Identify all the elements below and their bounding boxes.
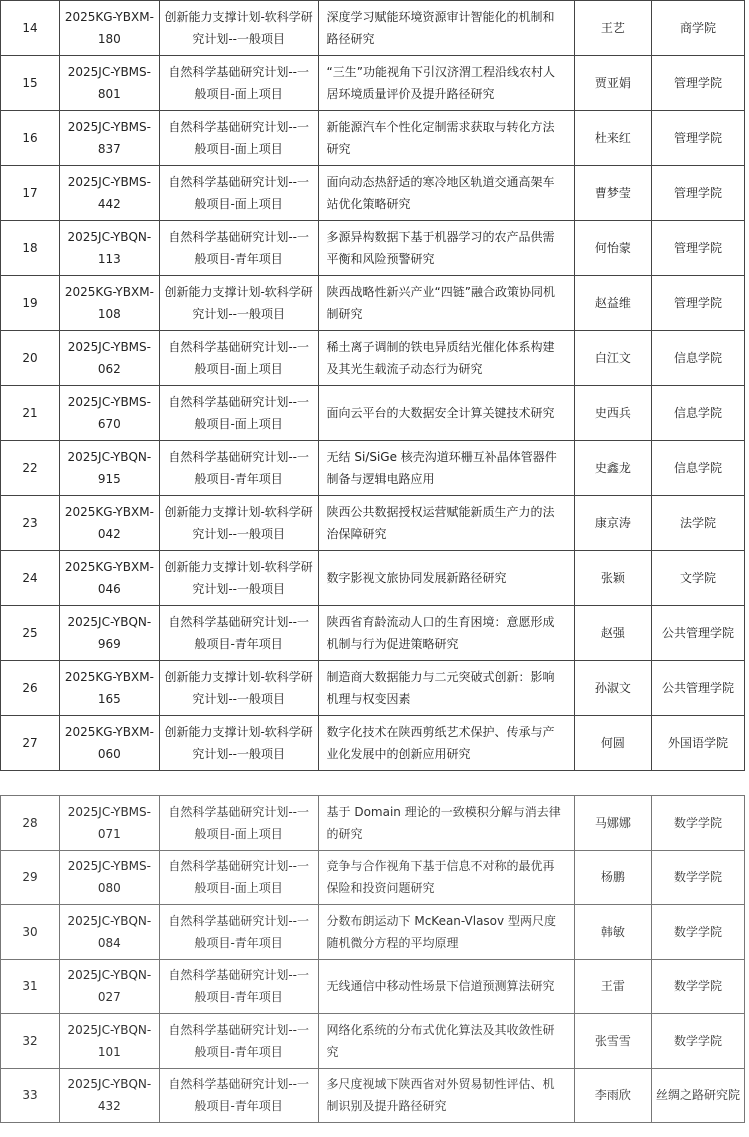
department-cell: 信息学院 — [651, 331, 744, 386]
table-row — [1, 1, 745, 56]
table-row — [1, 850, 745, 905]
department-cell: 外国语学院 — [651, 716, 744, 771]
project-title-cell: 稀土离子调制的铁电异质结光催化体系构建及其光生载流子动态行为研究 — [318, 331, 574, 386]
table-row — [1, 386, 745, 441]
leader-name-cell: 曹梦莹 — [574, 166, 651, 221]
department-cell: 数学学院 — [651, 796, 744, 851]
row-number-cell: 17 — [1, 166, 60, 221]
table-row — [1, 166, 745, 221]
row-number-cell: 23 — [1, 496, 60, 551]
leader-name-cell: 何怡蒙 — [574, 221, 651, 276]
row-number-cell: 26 — [1, 661, 60, 716]
plan-category-cell: 自然科学基础研究计划--一般项目-青年项目 — [159, 441, 318, 496]
table-row — [1, 716, 745, 771]
table-row — [1, 221, 745, 276]
leader-name-cell: 韩敏 — [574, 905, 651, 960]
plan-category-cell: 自然科学基础研究计划--一般项目-青年项目 — [159, 905, 318, 960]
department-cell: 信息学院 — [651, 386, 744, 441]
project-title-cell: 无结 Si/SiGe 核壳沟道环栅互补晶体管器件制备与逻辑电路应用 — [318, 441, 574, 496]
department-cell: 管理学院 — [651, 111, 744, 166]
project-code-cell: 2025KG-YBXM-060 — [59, 716, 159, 771]
row-number-cell: 22 — [1, 441, 60, 496]
row-number-cell: 18 — [1, 221, 60, 276]
project-title-cell: 无线通信中移动性场景下信道预测算法研究 — [318, 959, 574, 1014]
project-code-cell: 2025JC-YBMS-801 — [59, 56, 159, 111]
plan-category-cell: 自然科学基础研究计划--一般项目-青年项目 — [159, 1014, 318, 1069]
project-title-cell: 竞争与合作视角下基于信息不对称的最优再保险和投资问题研究 — [318, 850, 574, 905]
table-body — [1, 796, 745, 1123]
leader-name-cell: 孙淑文 — [574, 661, 651, 716]
table-row — [1, 111, 745, 166]
project-code-cell: 2025JC-YBQN-101 — [59, 1014, 159, 1069]
leader-name-cell: 杨鹏 — [574, 850, 651, 905]
project-code-cell: 2025KG-YBXM-108 — [59, 276, 159, 331]
table-row — [1, 661, 745, 716]
plan-category-cell: 自然科学基础研究计划--一般项目-青年项目 — [159, 221, 318, 276]
row-number-cell: 25 — [1, 606, 60, 661]
department-cell: 数学学院 — [651, 905, 744, 960]
leader-name-cell: 史鑫龙 — [574, 441, 651, 496]
plan-category-cell: 自然科学基础研究计划--一般项目-青年项目 — [159, 959, 318, 1014]
row-number-cell: 30 — [1, 905, 60, 960]
project-title-cell: 数字化技术在陕西剪纸艺术保护、传承与产业化发展中的创新应用研究 — [318, 716, 574, 771]
row-number-cell: 24 — [1, 551, 60, 606]
plan-category-cell: 创新能力支撑计划-软科学研究计划--一般项目 — [159, 496, 318, 551]
department-cell: 商学院 — [651, 1, 744, 56]
plan-category-cell: 自然科学基础研究计划--一般项目-面上项目 — [159, 166, 318, 221]
table-row — [1, 796, 745, 851]
project-title-cell: 分数布朗运动下 McKean-Vlasov 型两尺度随机微分方程的平均原理 — [318, 905, 574, 960]
table-row — [1, 496, 745, 551]
project-title-cell: 新能源汽车个性化定制需求获取与转化方法研究 — [318, 111, 574, 166]
row-number-cell: 28 — [1, 796, 60, 851]
leader-name-cell: 贾亚娟 — [574, 56, 651, 111]
project-code-cell: 2025JC-YBMS-837 — [59, 111, 159, 166]
department-cell: 公共管理学院 — [651, 606, 744, 661]
plan-category-cell: 创新能力支撑计划-软科学研究计划--一般项目 — [159, 716, 318, 771]
plan-category-cell: 创新能力支撑计划-软科学研究计划--一般项目 — [159, 276, 318, 331]
leader-name-cell: 赵强 — [574, 606, 651, 661]
project-code-cell: 2025JC-YBMS-670 — [59, 386, 159, 441]
leader-name-cell: 马娜娜 — [574, 796, 651, 851]
plan-category-cell: 自然科学基础研究计划--一般项目-面上项目 — [159, 386, 318, 441]
project-title-cell: 深度学习赋能环境资源审计智能化的机制和路径研究 — [318, 1, 574, 56]
department-cell: 管理学院 — [651, 221, 744, 276]
project-title-cell: 网络化系统的分布式优化算法及其收敛性研究 — [318, 1014, 574, 1069]
project-title-cell: 陕西公共数据授权运营赋能新质生产力的法治保障研究 — [318, 496, 574, 551]
project-code-cell: 2025KG-YBXM-042 — [59, 496, 159, 551]
department-cell: 管理学院 — [651, 56, 744, 111]
row-number-cell: 19 — [1, 276, 60, 331]
department-cell: 丝绸之路研究院 — [651, 1068, 744, 1123]
table-row — [1, 1068, 745, 1123]
plan-category-cell: 创新能力支撑计划-软科学研究计划--一般项目 — [159, 661, 318, 716]
project-code-cell: 2025JC-YBQN-969 — [59, 606, 159, 661]
project-code-cell: 2025JC-YBMS-071 — [59, 796, 159, 851]
plan-category-cell: 自然科学基础研究计划--一般项目-面上项目 — [159, 56, 318, 111]
plan-category-cell: 自然科学基础研究计划--一般项目-青年项目 — [159, 1068, 318, 1123]
table-row — [1, 905, 745, 960]
project-code-cell: 2025JC-YBQN-084 — [59, 905, 159, 960]
project-code-cell: 2025JC-YBQN-432 — [59, 1068, 159, 1123]
project-title-cell: 多尺度视域下陕西省对外贸易韧性评估、机制识别及提升路径研究 — [318, 1068, 574, 1123]
project-title-cell: 数字影视文旅协同发展新路径研究 — [318, 551, 574, 606]
department-cell: 数学学院 — [651, 1014, 744, 1069]
table-row — [1, 276, 745, 331]
plan-category-cell: 自然科学基础研究计划--一般项目-面上项目 — [159, 331, 318, 386]
table-row — [1, 441, 745, 496]
row-number-cell: 31 — [1, 959, 60, 1014]
project-title-cell: 面向动态热舒适的寒冷地区轨道交通高架车站优化策略研究 — [318, 166, 574, 221]
project-table-bottom — [0, 795, 745, 1123]
table-row — [1, 606, 745, 661]
row-number-cell: 14 — [1, 1, 60, 56]
leader-name-cell: 王雷 — [574, 959, 651, 1014]
project-title-cell: “三生”功能视角下引汉济渭工程沿线农村人居环境质量评价及提升路径研究 — [318, 56, 574, 111]
leader-name-cell: 白江文 — [574, 331, 651, 386]
row-number-cell: 27 — [1, 716, 60, 771]
project-code-cell: 2025JC-YBQN-113 — [59, 221, 159, 276]
row-number-cell: 21 — [1, 386, 60, 441]
project-code-cell: 2025KG-YBXM-180 — [59, 1, 159, 56]
department-cell: 文学院 — [651, 551, 744, 606]
row-number-cell: 15 — [1, 56, 60, 111]
leader-name-cell: 史西兵 — [574, 386, 651, 441]
department-cell: 数学学院 — [651, 959, 744, 1014]
plan-category-cell: 创新能力支撑计划-软科学研究计划--一般项目 — [159, 1, 318, 56]
project-title-cell: 基于 Domain 理论的一致模积分解与消去律的研究 — [318, 796, 574, 851]
project-title-cell: 陕西省育龄流动人口的生育困境：意愿形成机制与行为促进策略研究 — [318, 606, 574, 661]
department-cell: 管理学院 — [651, 276, 744, 331]
plan-category-cell: 自然科学基础研究计划--一般项目-面上项目 — [159, 796, 318, 851]
project-title-cell: 陕西战略性新兴产业“四链”融合政策协同机制研究 — [318, 276, 574, 331]
project-code-cell: 2025JC-YBMS-062 — [59, 331, 159, 386]
table-row — [1, 56, 745, 111]
table-body — [1, 1, 745, 771]
row-number-cell: 29 — [1, 850, 60, 905]
leader-name-cell: 王艺 — [574, 1, 651, 56]
plan-category-cell: 创新能力支撑计划-软科学研究计划--一般项目 — [159, 551, 318, 606]
project-title-cell: 多源异构数据下基于机器学习的农产品供需平衡和风险预警研究 — [318, 221, 574, 276]
department-cell: 公共管理学院 — [651, 661, 744, 716]
plan-category-cell: 自然科学基础研究计划--一般项目-青年项目 — [159, 606, 318, 661]
row-number-cell: 33 — [1, 1068, 60, 1123]
plan-category-cell: 自然科学基础研究计划--一般项目-面上项目 — [159, 850, 318, 905]
table-row — [1, 331, 745, 386]
project-title-cell: 制造商大数据能力与二元突破式创新：影响机理与权变因素 — [318, 661, 574, 716]
project-code-cell: 2025JC-YBMS-442 — [59, 166, 159, 221]
leader-name-cell: 张颖 — [574, 551, 651, 606]
department-cell: 管理学院 — [651, 166, 744, 221]
project-code-cell: 2025KG-YBXM-046 — [59, 551, 159, 606]
leader-name-cell: 张雪雪 — [574, 1014, 651, 1069]
leader-name-cell: 杜来红 — [574, 111, 651, 166]
leader-name-cell: 李雨欣 — [574, 1068, 651, 1123]
project-code-cell: 2025KG-YBXM-165 — [59, 661, 159, 716]
plan-category-cell: 自然科学基础研究计划--一般项目-面上项目 — [159, 111, 318, 166]
table-row — [1, 551, 745, 606]
row-number-cell: 16 — [1, 111, 60, 166]
project-title-cell: 面向云平台的大数据安全计算关键技术研究 — [318, 386, 574, 441]
row-number-cell: 20 — [1, 331, 60, 386]
leader-name-cell: 何圆 — [574, 716, 651, 771]
department-cell: 数学学院 — [651, 850, 744, 905]
department-cell: 信息学院 — [651, 441, 744, 496]
leader-name-cell: 赵益维 — [574, 276, 651, 331]
project-code-cell: 2025JC-YBQN-027 — [59, 959, 159, 1014]
department-cell: 法学院 — [651, 496, 744, 551]
table-row — [1, 959, 745, 1014]
project-code-cell: 2025JC-YBQN-915 — [59, 441, 159, 496]
table-row — [1, 1014, 745, 1069]
leader-name-cell: 康京涛 — [574, 496, 651, 551]
row-number-cell: 32 — [1, 1014, 60, 1069]
project-code-cell: 2025JC-YBMS-080 — [59, 850, 159, 905]
